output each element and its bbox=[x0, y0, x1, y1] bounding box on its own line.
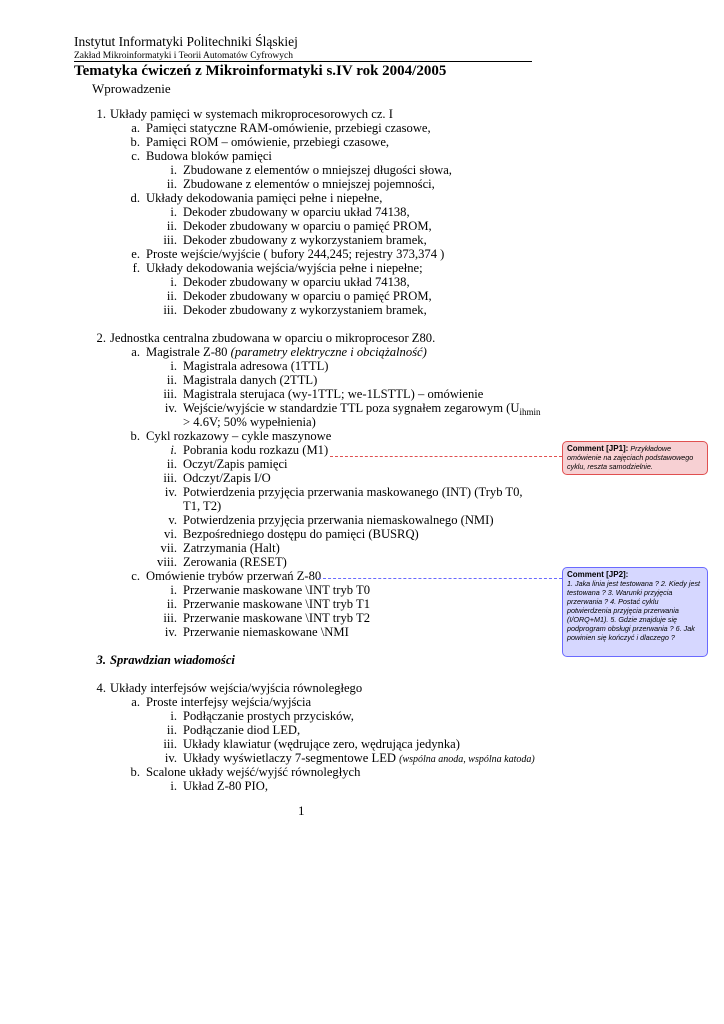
outline-marker: ii. bbox=[166, 373, 177, 387]
outline-text: Odczyt/Zapis I/O bbox=[183, 471, 271, 485]
outline-text: Zerowania (RESET) bbox=[183, 555, 287, 569]
outline-marker: iv. bbox=[164, 751, 177, 765]
outline-marker: i. bbox=[170, 275, 177, 289]
outline-text: Wejście/wyjście w standardzie TTL poza sygnałem zegarowym (U bbox=[183, 401, 520, 415]
comment-jp1[interactable] bbox=[562, 441, 708, 475]
page-title: Tematyka ćwiczeń z Mikroinformatyki s.IV rok 2004/2005 bbox=[74, 63, 447, 79]
outline-text: Scalone układy wejść/wyjść równoległych bbox=[146, 765, 361, 779]
outline-marker: iii. bbox=[163, 387, 177, 401]
comment-jp2-title: Comment [JP2]: bbox=[567, 570, 629, 579]
outline-text: Magistrale Z-80 bbox=[146, 345, 231, 359]
outline-text: Omówienie trybów przerwań Z-80 bbox=[146, 569, 322, 583]
outline-marker: iv. bbox=[164, 625, 177, 639]
outline-marker: 3. bbox=[96, 653, 106, 667]
outline-text: Dekoder zbudowany w oparciu o pamięć PROM, bbox=[183, 289, 432, 303]
outline-text: Sprawdzian wiadomości bbox=[110, 653, 235, 667]
outline-marker: i. bbox=[170, 359, 177, 373]
outline-marker: b. bbox=[130, 429, 140, 443]
outline-marker: viii. bbox=[157, 555, 177, 569]
outline-text: Przerwanie niemaskowane \NMI bbox=[183, 625, 349, 639]
outline-marker: ii. bbox=[166, 597, 177, 611]
outline-marker: ii. bbox=[166, 219, 177, 233]
outline-marker: i. bbox=[170, 163, 177, 177]
outline-marker: iii. bbox=[163, 471, 177, 485]
outline-text: Budowa bloków pamięci bbox=[146, 149, 272, 163]
outline-marker: ii. bbox=[166, 457, 177, 471]
outline-text: Zatrzymania (Halt) bbox=[183, 541, 280, 555]
outline-text: Układ Z-80 PIO, bbox=[183, 779, 268, 793]
outline-text: Przerwanie maskowane \INT tryb T2 bbox=[183, 611, 370, 625]
outline-text: Oczyt/Zapis pamięci bbox=[183, 457, 288, 471]
outline-text: Dekoder zbudowany w oparciu układ 74138, bbox=[183, 205, 410, 219]
outline-subscript: ihmin bbox=[519, 407, 541, 417]
outline-marker: d. bbox=[130, 191, 140, 205]
outline-text: Przerwanie maskowane \INT tryb T0 bbox=[183, 583, 370, 597]
outline-text: Magistrala adresowa (1TTL) bbox=[183, 359, 329, 373]
outline-marker: a. bbox=[131, 695, 140, 709]
outline-marker: iii. bbox=[163, 303, 177, 317]
outline-text: Zbudowane z elementów o mniejszej długości słowa, bbox=[183, 163, 452, 177]
outline-text: Układy dekodowania pamięci pełne i niepełne, bbox=[146, 191, 383, 205]
outline-text: Potwierdzenia przyjęcia przerwania maskowanego (INT) (Tryb T0, bbox=[183, 485, 523, 499]
outline-text: Magistrala sterujaca (wy-1TTL; we-1LSTTL) – omówienie bbox=[183, 387, 484, 401]
outline-marker: ii. bbox=[166, 289, 177, 303]
outline-marker: e. bbox=[131, 247, 140, 261]
outline-marker: i. bbox=[170, 443, 177, 457]
outline-marker: i. bbox=[170, 583, 177, 597]
outline-text: Dekoder zbudowany w oparciu o pamięć PROM, bbox=[183, 219, 432, 233]
outline-marker: c. bbox=[131, 149, 140, 163]
outline-marker: vi. bbox=[164, 527, 177, 541]
comment2-connector bbox=[318, 578, 562, 579]
comment1-connector bbox=[330, 456, 562, 457]
outline-marker: a. bbox=[131, 121, 140, 135]
comment-jp1-text: Przykładowe omówienie na zajęciach podstawowego cyklu, reszta samodzielnie. bbox=[567, 444, 694, 471]
outline-text: > 4.6V; 50% wypełnienia) bbox=[183, 415, 316, 429]
outline-marker: 2. bbox=[96, 331, 106, 345]
intro-heading: Wprowadzenie bbox=[92, 81, 171, 96]
outline-marker: v. bbox=[168, 513, 177, 527]
outline-marker: ii. bbox=[166, 177, 177, 191]
outline-marker: iii. bbox=[163, 737, 177, 751]
department-name: Zakład Mikroinformatyki i Teorii Automatów Cyfrowych bbox=[74, 51, 293, 61]
comment-jp2[interactable] bbox=[562, 567, 708, 657]
outline-text: Proste wejście/wyjście ( bufory 244,245; rejestry 373,374 ) bbox=[146, 247, 445, 261]
outline-marker: ii. bbox=[166, 723, 177, 737]
outline-text: Potwierdzenia przyjęcia przerwania niemaskowalnego (NMI) bbox=[183, 513, 494, 527]
outline-text: Układy interfejsów wejścia/wyjścia równoległego bbox=[110, 681, 363, 695]
outline-text: Pamięci statyczne RAM-omówienie, przebiegi czasowe, bbox=[146, 121, 431, 135]
outline-marker: c. bbox=[131, 569, 140, 583]
comment-jp2-text: 1. Jaka linia jest testowana ? 2. Kiedy jest testowana ? 3. Warunki przyjęcia przerwania ? 4. Postać cyklu potwierdzenia przyjęcia przerwania (I/ORQ+M1). 5. Gdzie znajduje się podprogram obsługi przerwania ? 6. Jak powinien się kończyć i dlaczego ? bbox=[567, 579, 701, 642]
outline-marker: i. bbox=[170, 205, 177, 219]
outline-marker: b. bbox=[130, 135, 140, 149]
outline-marker: vii. bbox=[160, 541, 177, 555]
outline-marker: f. bbox=[132, 261, 140, 275]
outline-marker: i. bbox=[170, 779, 177, 793]
outline-marker: iv. bbox=[164, 485, 177, 499]
outline-text: Układy dekodowania wejścia/wyjścia pełne i niepełne; bbox=[146, 261, 423, 275]
outline-marker: iii. bbox=[163, 233, 177, 247]
outline-text: Dekoder zbudowany z wykorzystaniem bramek, bbox=[183, 233, 427, 247]
outline-marker: 4. bbox=[96, 681, 106, 695]
comment-jp1-title: Comment [JP1]: bbox=[567, 444, 629, 453]
outline-marker: b. bbox=[130, 765, 140, 779]
outline-marker: iv. bbox=[164, 401, 177, 415]
outline-text: Magistrala danych (2TTL) bbox=[183, 373, 318, 387]
outline-text: T1, T2) bbox=[183, 499, 222, 513]
outline-marker: a. bbox=[131, 345, 140, 359]
outline-marker: iii. bbox=[163, 611, 177, 625]
outline-text: Układy pamięci w systemach mikroprocesorowych cz. I bbox=[110, 107, 393, 121]
outline-text: Pobrania kodu rozkazu (M1) bbox=[183, 443, 329, 457]
header-rule bbox=[74, 61, 532, 62]
page-number: 1 bbox=[298, 803, 305, 818]
outline-text-small-italic: (wspólna anoda, wspólna katoda) bbox=[399, 754, 535, 765]
outline-text: Układy klawiatur (wędrujące zero, wędrująca jedynka) bbox=[183, 737, 460, 751]
outline-text: Pamięci ROM – omówienie, przebiegi czasowe, bbox=[146, 135, 390, 149]
outline-marker: i. bbox=[170, 709, 177, 723]
institute-name: Instytut Informatyki Politechniki Śląskiej bbox=[74, 34, 298, 49]
outline-text: Dekoder zbudowany z wykorzystaniem bramek, bbox=[183, 303, 427, 317]
outline-text: Proste interfejsy wejścia/wyjścia bbox=[146, 695, 312, 709]
outline-text: Podłączanie prostych przycisków, bbox=[183, 709, 354, 723]
outline-text: Cykl rozkazowy – cykle maszynowe bbox=[146, 429, 332, 443]
outline-text: Przerwanie maskowane \INT tryb T1 bbox=[183, 597, 370, 611]
outline-text: Bezpośredniego dostępu do pamięci (BUSRQ) bbox=[183, 527, 419, 541]
outline-text: Dekoder zbudowany w oparciu układ 74138, bbox=[183, 275, 410, 289]
outline-text: Podłączanie diod LED, bbox=[183, 723, 301, 737]
outline-text: Jednostka centralna zbudowana w oparciu o mikroprocesor Z80. bbox=[110, 331, 436, 345]
outline-text-italic: (parametry elektryczne i obciążalność) bbox=[230, 345, 427, 359]
outline-text: Zbudowane z elementów o mniejszej pojemności, bbox=[183, 177, 435, 191]
outline-text: Układy wyświetlaczy 7-segmentowe LED bbox=[183, 751, 400, 765]
outline-marker: 1. bbox=[96, 107, 106, 121]
